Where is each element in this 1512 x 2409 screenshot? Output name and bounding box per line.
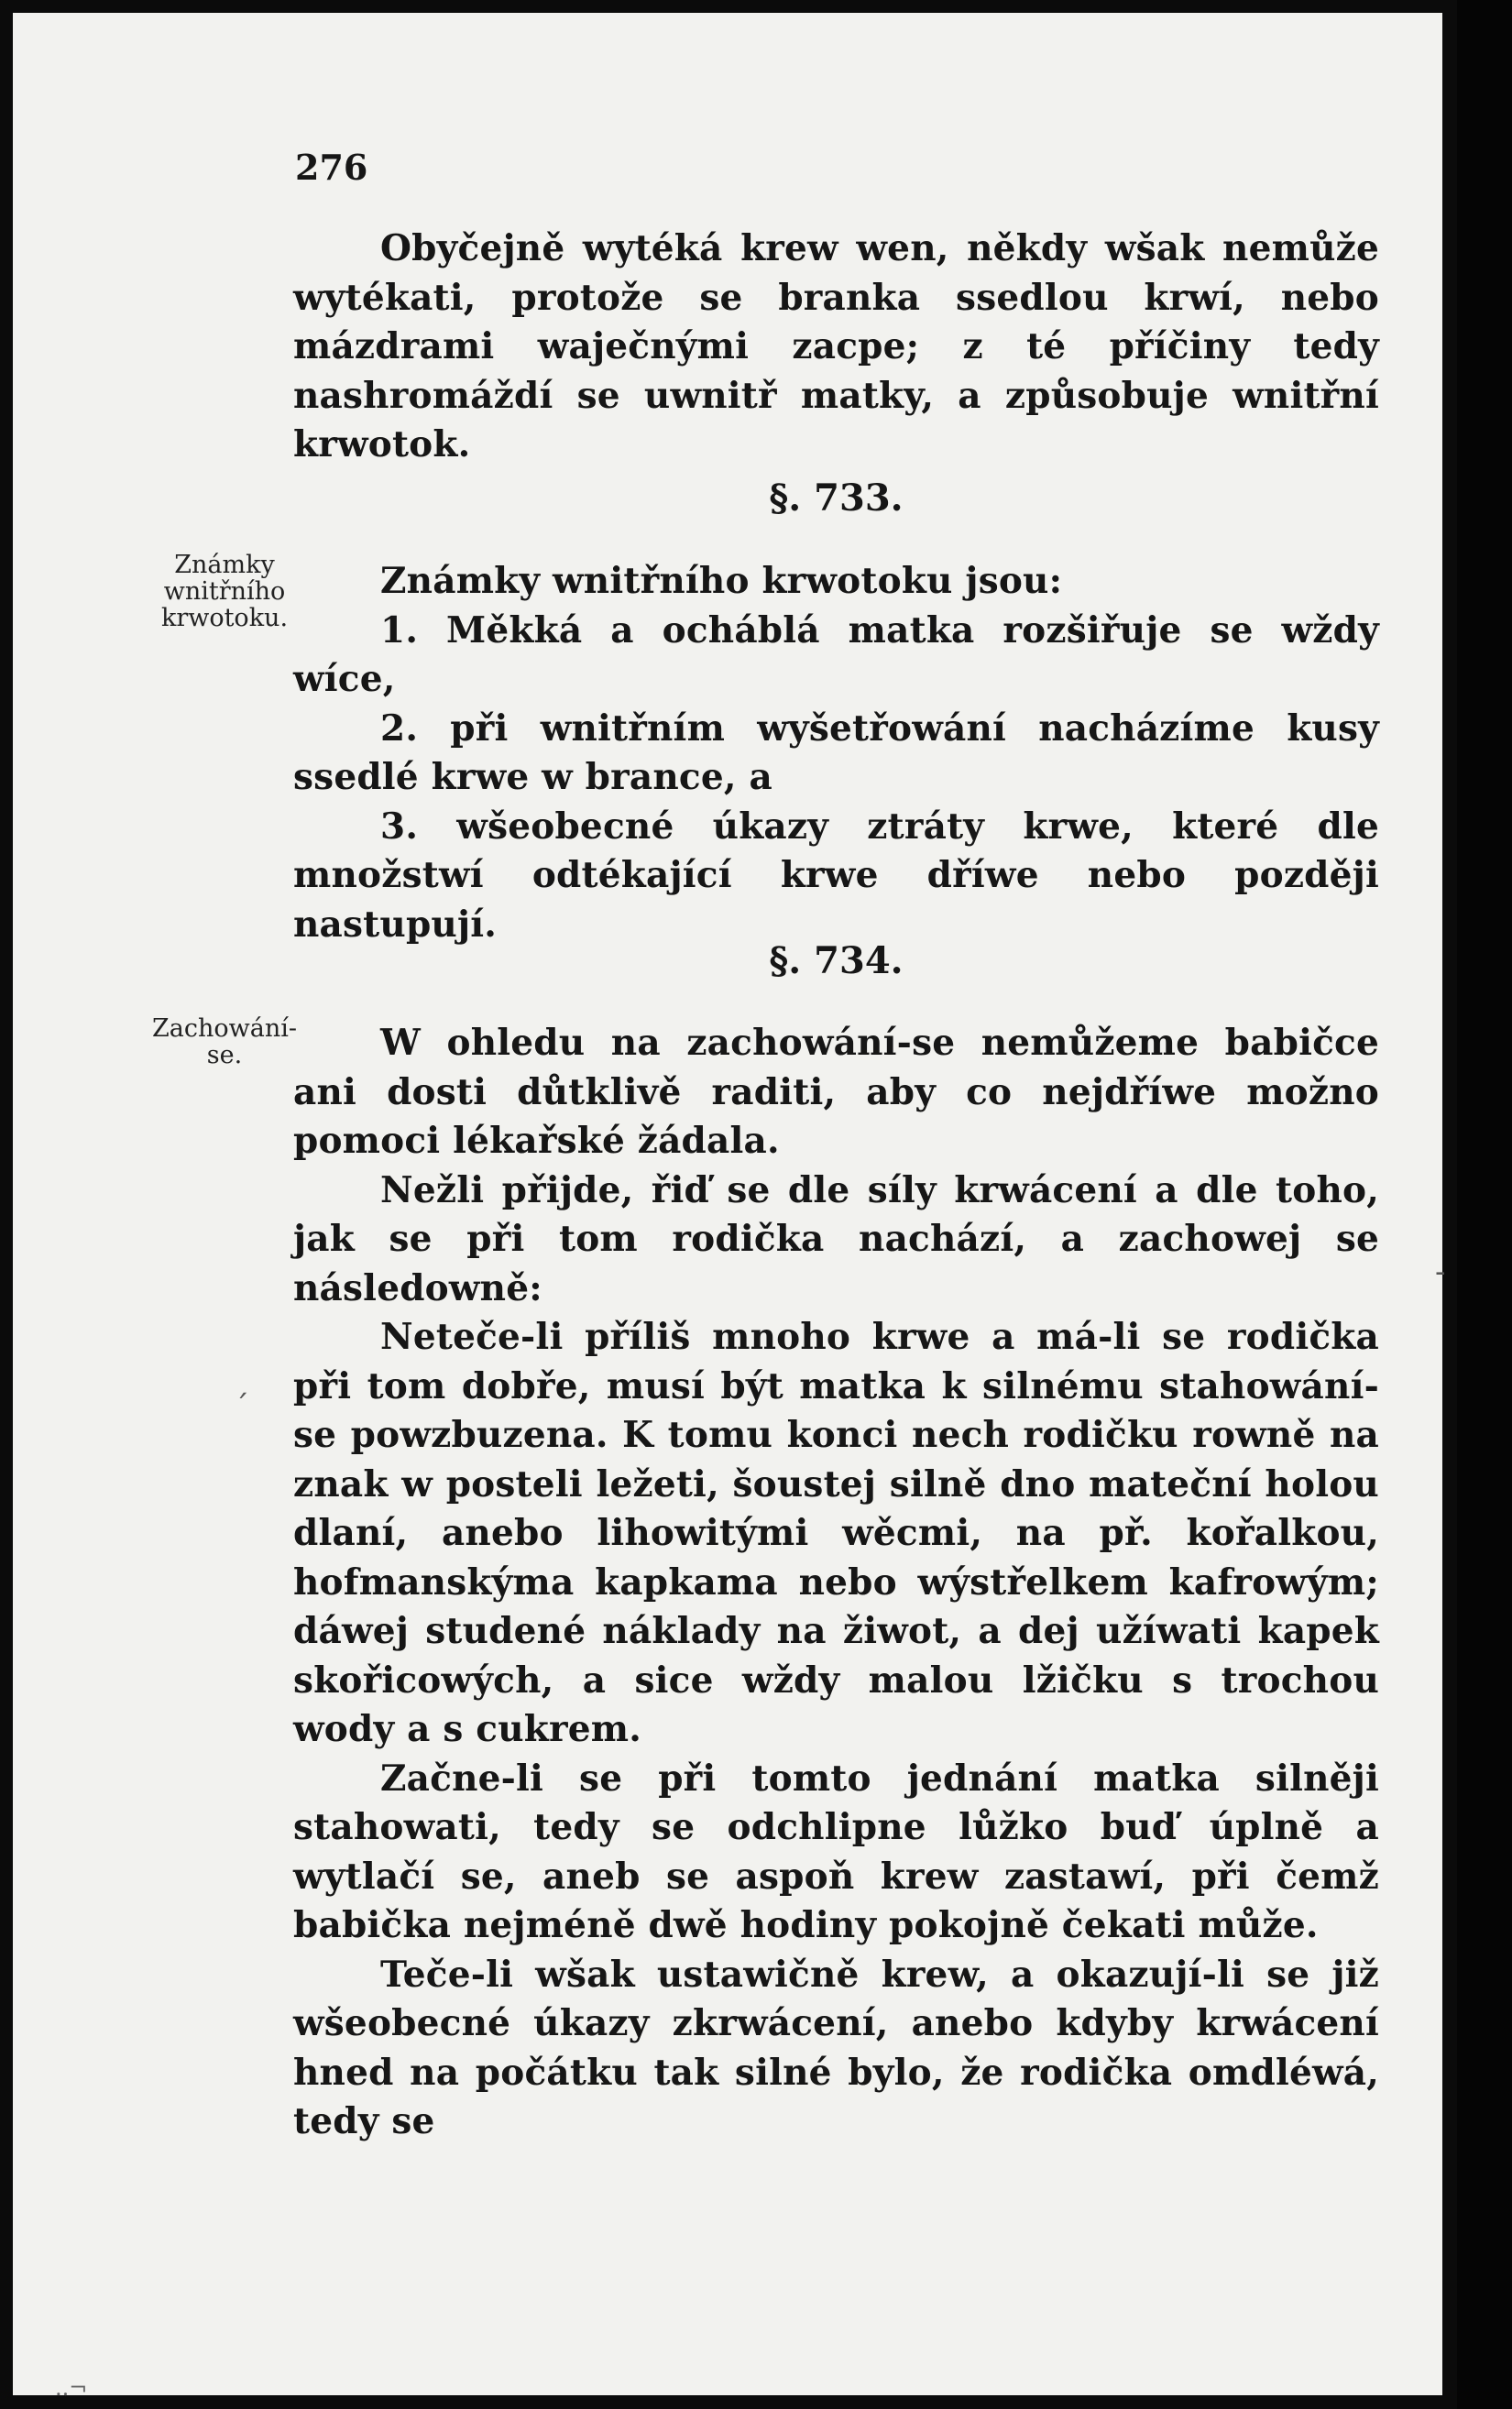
section-heading-734: §. 734. xyxy=(769,939,904,982)
paragraph-intro xyxy=(293,224,1379,470)
margin-note-conduct: Zachowání-se. xyxy=(152,1014,297,1069)
page-number: 276 xyxy=(295,147,368,188)
list-item: 3. wšeobecné úkazy ztráty krwe, které dle množstwí odtékající krwe dříwe nebo později nastupují. xyxy=(293,805,1379,946)
section-734-body xyxy=(293,1019,1379,2147)
margin-tick-mark: ´ xyxy=(234,1389,249,1426)
section-heading-733: §. 733. xyxy=(769,476,904,520)
margin-note-signs: Známky wnitřního krwotoku. xyxy=(160,551,289,632)
paragraph-text: Nežli přijde, řiď se dle síly krwácení a dle toho, jak se při tom rodička nachází, a zachowej se následowně: xyxy=(293,1168,1379,1309)
paragraph-text: Začne-li se při tomto jednání matka silněji stahowati, tedy se odchlipne lůžko buď úplně a wytlačí se, aneb se aspoň krew zastawí, při čemž babička nejméně dwě hodiny pokojně čekati může. xyxy=(293,1757,1379,1946)
corner-mark: ..¬ xyxy=(55,2375,88,2401)
margin-dash-mark: - xyxy=(1435,1254,1446,1290)
paragraph-text: W ohledu na zachowání-se nemůžeme babičce ani dosti důtklivě raditi, aby co nejdříwe možno pomoci lékařské žádala. xyxy=(293,1022,1379,1162)
list-item: 1. Měkká a ocháblá matka rozšiřuje se wždy wíce, xyxy=(293,608,1379,700)
paragraph-text: Neteče-li příliš mnoho krwe a má-li se rodička při tom dobře, musí být matka k silnému stahowání-se powzbuzena. K tomu konci nech rodičku rowně na znak w posteli ležeti, šoustej silně dno mateční holou dlaní, anebo lihowitými wěcmi, na př. kořalkou, hofmanskýma kapkama nebo wýstřelkem kafrowým; dáwej studené náklady na žiwot, a dej užíwati kapek skořicowých, a sice wždy malou lžičku s trochou wody a s cukrem. xyxy=(293,1316,1379,1750)
section-733-body xyxy=(293,557,1379,949)
section-intro: Známky wnitřního krwotoku jsou: xyxy=(380,560,1063,602)
list-item: 2. při wnitřním wyšetřowání nacházíme kusy ssedlé krwe w brance, a xyxy=(293,706,1379,798)
scan-border xyxy=(1457,0,1512,2409)
paragraph-text: Teče-li wšak ustawičně krew, a okazují-li se již wšeobecné úkazy zkrwácení, anebo kdyby krwácení hned na počátku tak silné bylo, že rodička omdléwá, tedy se xyxy=(293,1953,1379,2142)
paragraph-text: Obyčejně wytéká krew wen, někdy wšak nemůže wytékati, protože se branka ssedlou krwí, nebo mázdrami waječnými zacpe; z té příčiny tedy nashromáždí se uwnitř matky, a způsobuje wnitřní krwotok. xyxy=(293,227,1379,465)
